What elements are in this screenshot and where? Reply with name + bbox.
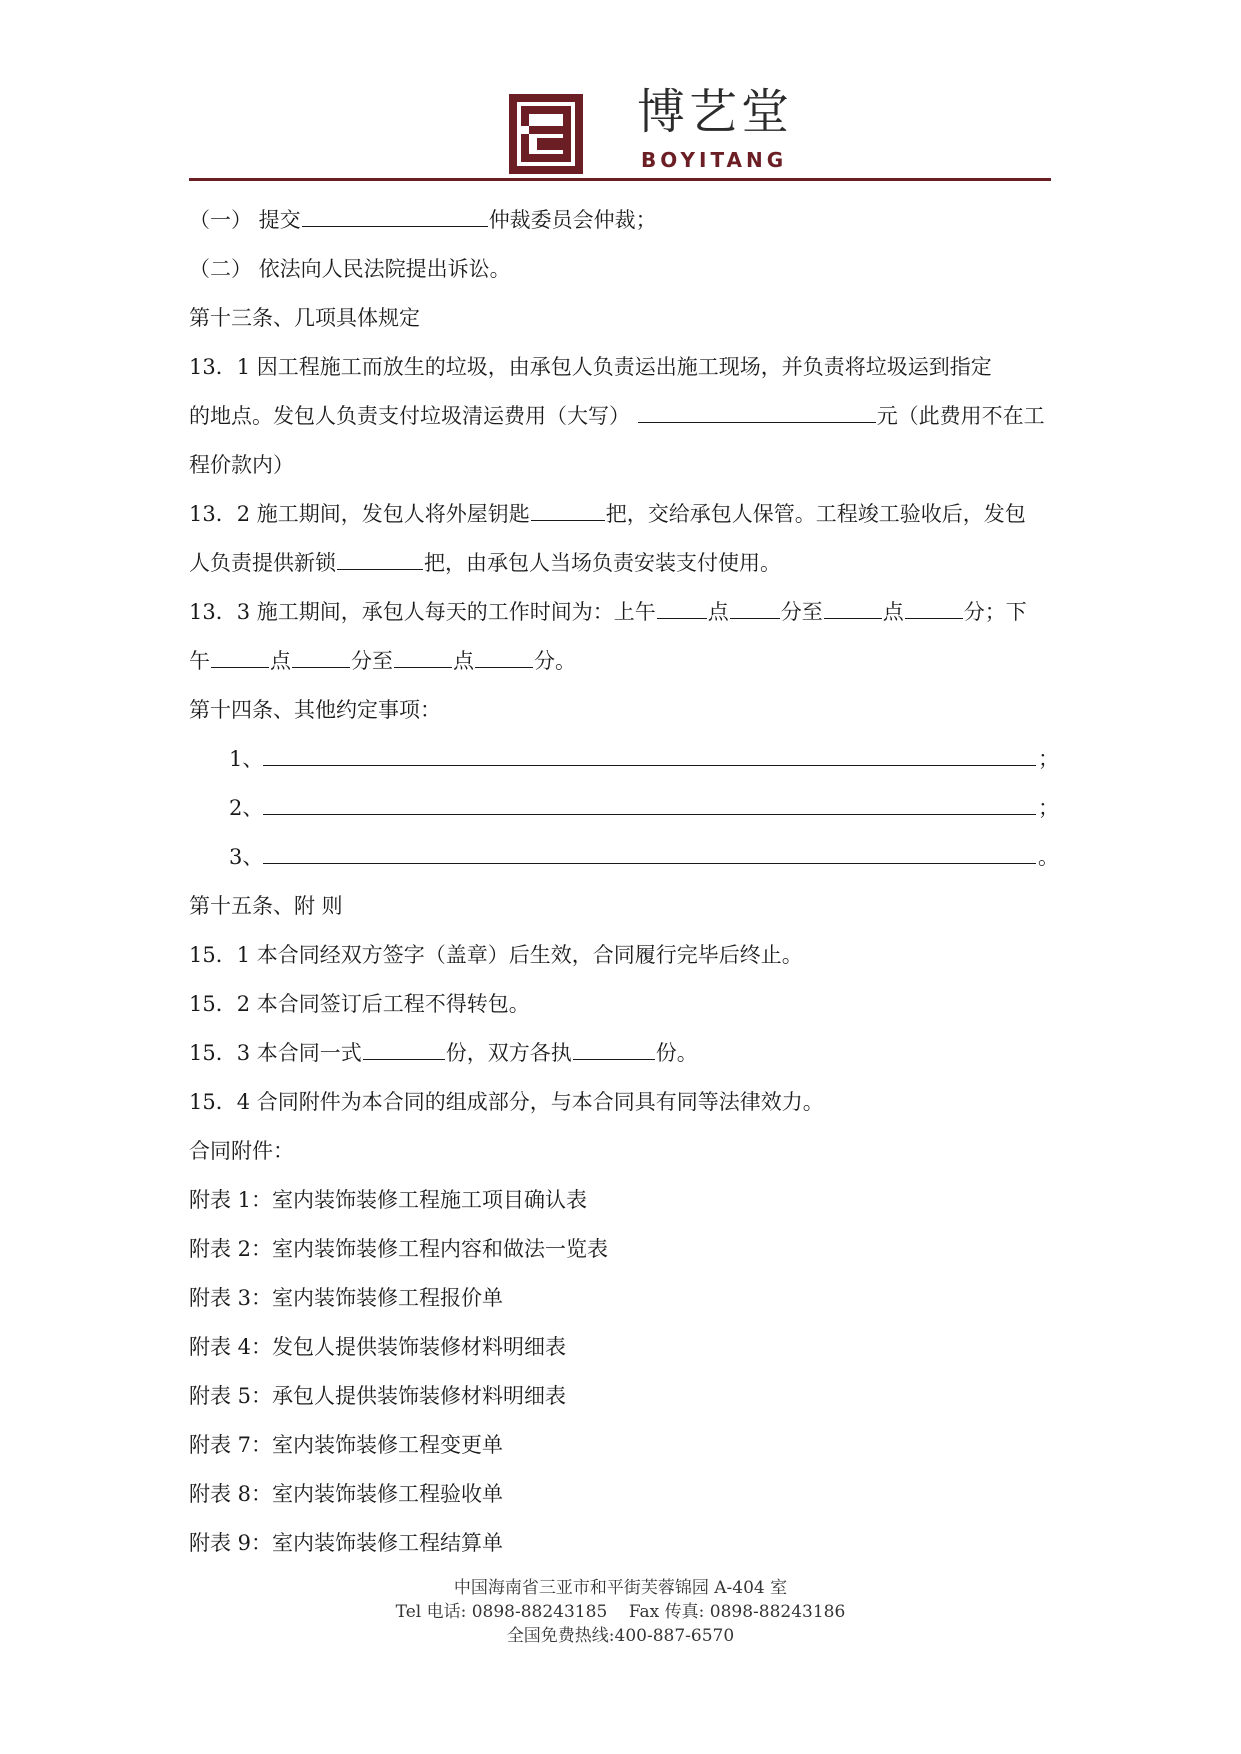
footer-address: 中国海南省三亚市和平街芙蓉锦园 A-404 室 [453, 1578, 788, 1598]
brand-logo-icon [507, 92, 585, 176]
fill-blank [263, 739, 1036, 766]
fill-blank [657, 596, 707, 619]
list-item [189, 784, 1059, 833]
fill-blank [394, 645, 452, 668]
text: 。 [1038, 845, 1059, 869]
brand-name-cn: 博艺堂 [637, 84, 794, 140]
clause-line [189, 588, 1059, 637]
fill-blank [905, 596, 963, 619]
attachment-item: 附表 3：室内装饰装修工程报价单 [189, 1286, 504, 1310]
text: 的地点。发包人负责支付垃圾清运费用（大写） [189, 404, 630, 428]
fill-blank [263, 788, 1036, 815]
item-number: 2、 [229, 796, 264, 820]
fill-blank [292, 645, 350, 668]
attachment-item: 附表 7：室内装饰装修工程变更单 [189, 1433, 504, 1457]
fill-blank [363, 1037, 445, 1060]
text: 分。 [534, 649, 576, 673]
clause-line [189, 196, 1059, 245]
text: 仲裁委员会仲裁； [488, 208, 657, 232]
clause-line [189, 539, 1059, 588]
text: 分至 [780, 600, 823, 624]
brand-name-en: BOYITANG [641, 148, 788, 172]
footer [0, 1576, 1241, 1648]
text: （一） 提交 [189, 208, 301, 232]
text: 15．3 本合同一式 [189, 1041, 362, 1065]
clause-line [189, 637, 1059, 686]
text: 人负责提供新锁 [189, 551, 336, 575]
clause-line: 13．1 因工程施工而放生的垃圾，由承包人负责运出施工现场，并负责将垃圾运到指定 [189, 355, 992, 379]
text: 份。 [655, 1041, 698, 1065]
item-number: 3、 [229, 845, 264, 869]
text: ； [1038, 747, 1059, 771]
text: 元（此费用不在工 [876, 404, 1045, 428]
fill-blank [824, 596, 882, 619]
fill-blank [475, 645, 533, 668]
fill-blank [263, 837, 1036, 864]
attachment-item: 附表 1：室内装饰装修工程施工项目确认表 [189, 1188, 588, 1212]
attachment-item: 附表 5：承包人提供装饰装修材料明细表 [189, 1384, 567, 1408]
list-item [189, 735, 1059, 784]
attachment-item: 附表 8：室内装饰装修工程验收单 [189, 1482, 504, 1506]
clause-line [189, 1029, 1059, 1078]
fill-blank [302, 204, 488, 227]
fill-blank [531, 498, 605, 521]
attachment-item: 附表 9：室内装饰装修工程结算单 [189, 1531, 504, 1555]
item-number: 1、 [229, 747, 264, 771]
attachments-heading: 合同附件： [189, 1139, 294, 1163]
article-heading: 第十三条、几项具体规定 [189, 306, 420, 330]
footer-hotline: 全国免费热线:400-887-6570 [506, 1626, 735, 1646]
text: 把，由承包人当场负责安装支付使用。 [424, 551, 781, 575]
attachment-item: 附表 2：室内装饰装修工程内容和做法一览表 [189, 1237, 609, 1261]
clause-line [189, 490, 1059, 539]
contract-body [189, 196, 1059, 1568]
fill-blank [337, 547, 423, 570]
attachment-item: 附表 4：发包人提供装饰装修材料明细表 [189, 1335, 567, 1359]
clause-line [189, 392, 1059, 441]
list-item [189, 833, 1059, 882]
fill-blank [638, 400, 876, 423]
text: 13．2 施工期间，发包人将外屋钥匙 [189, 502, 530, 526]
text: 分；下 [963, 600, 1027, 624]
text: 点 [707, 600, 729, 624]
text: 份，双方各执 [445, 1041, 572, 1065]
clause-line: 15．4 合同附件为本合同的组成部分，与本合同具有同等法律效力。 [189, 1090, 824, 1114]
clause-line: （二） 依法向人民法院提出诉讼。 [189, 257, 511, 281]
fill-blank [211, 645, 269, 668]
fill-blank [573, 1037, 655, 1060]
text: ； [1038, 796, 1059, 820]
text: 点 [270, 649, 291, 673]
letterhead [189, 84, 1051, 184]
article-heading: 第十五条、附 则 [189, 894, 343, 918]
text: 午 [189, 649, 210, 673]
clause-line: 15．2 本合同签订后工程不得转包。 [189, 992, 530, 1016]
header-divider [189, 178, 1051, 181]
clause-line: 程价款内） [189, 453, 294, 477]
text: 点 [882, 600, 904, 624]
text: 把，交给承包人保管。工程竣工验收后，发包 [605, 502, 1026, 526]
fill-blank [730, 596, 780, 619]
text: 点 [453, 649, 474, 673]
article-heading: 第十四条、其他约定事项： [189, 698, 441, 722]
footer-contact: Tel 电话: 0898-88243185 Fax 传真: 0898-88243186 [395, 1602, 846, 1622]
clause-line: 15．1 本合同经双方签字（盖章）后生效，合同履行完毕后终止。 [189, 943, 803, 967]
text: 分至 [351, 649, 393, 673]
text: 13．3 施工期间，承包人每天的工作时间为：上午 [189, 600, 656, 624]
